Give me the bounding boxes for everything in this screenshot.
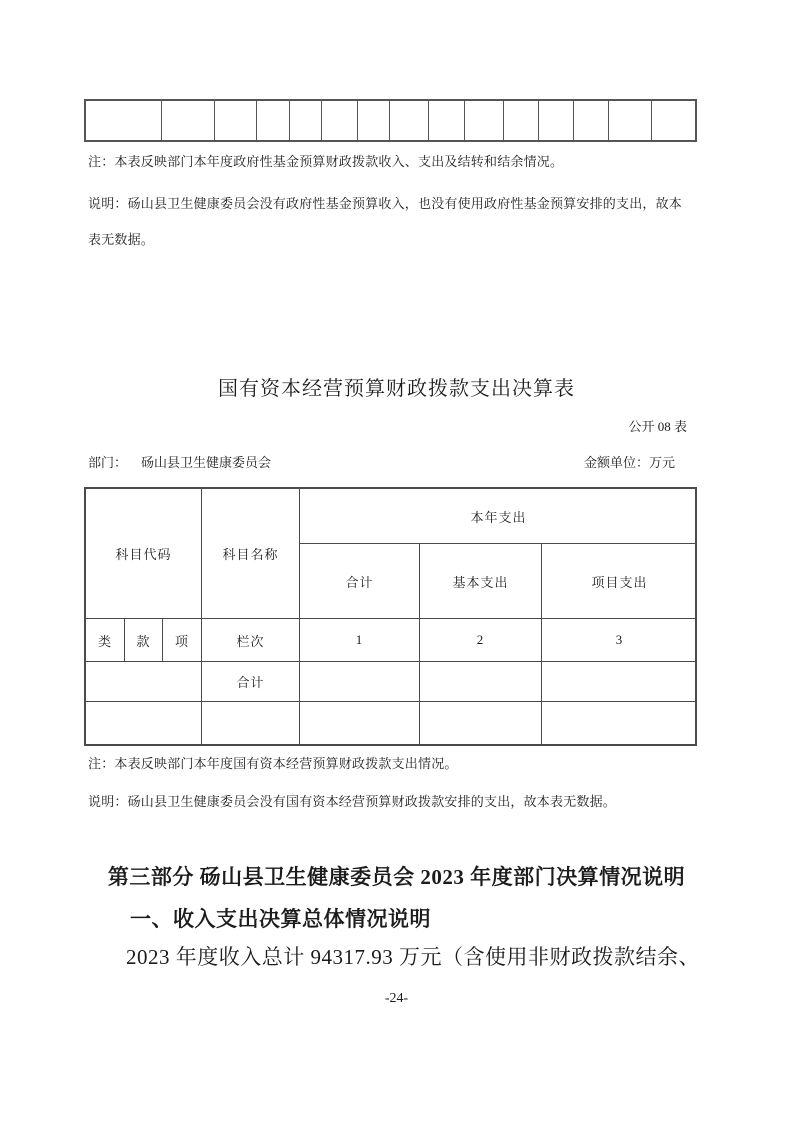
report-title: 国有资本经营预算财政拨款支出决算表 xyxy=(218,378,575,400)
header-basic-expense: 基本支出 xyxy=(420,544,542,619)
header-column-index: 栏次 xyxy=(202,619,300,662)
column-index-2: 2 xyxy=(420,619,542,662)
department-value: 砀山县卫生健康委员会 xyxy=(141,455,272,470)
continuation-table xyxy=(84,99,697,142)
gov-fund-table-note: 注：本表反映部门本年度政府性基金预算财政拨款收入、支出及结转和结余情况。 xyxy=(88,154,564,169)
column-index-3: 3 xyxy=(542,619,697,662)
page-number: -24- xyxy=(384,991,409,1006)
remark-line-1: 说明：砀山县卫生健康委员会没有政府性基金预算收入，也没有使用政府性基金预算安排的支出，故本 xyxy=(88,196,683,211)
department-cell xyxy=(88,452,271,471)
section-heading: 第三部分 砀山县卫生健康委员会 2023 年度部门决算情况说明 xyxy=(107,865,686,889)
continuation-table-cell xyxy=(652,101,697,140)
continuation-table-cell xyxy=(539,101,574,140)
header-subject-name: 科目名称 xyxy=(202,489,300,619)
header-project-expense: 项目支出 xyxy=(542,544,697,619)
continuation-table-cell xyxy=(322,101,358,140)
continuation-table-cell xyxy=(574,101,609,140)
continuation-table-cell xyxy=(257,101,290,140)
continuation-table-cell xyxy=(162,101,215,140)
department-label: 部门： xyxy=(88,455,128,470)
continuation-table-cell xyxy=(609,101,652,140)
continuation-table-cell xyxy=(465,101,504,140)
amount-unit-label: 金额单位：万元 xyxy=(583,455,675,470)
row-total-total-cell xyxy=(300,662,420,702)
budget-table-remark: 说明：砀山县卫生健康委员会没有国有资本经营预算财政拨款安排的支出，故本表无数据。 xyxy=(88,794,617,809)
header-item: 项 xyxy=(163,619,202,662)
continuation-table-cell xyxy=(504,101,539,140)
department-row xyxy=(88,452,675,471)
row-total-project-cell xyxy=(542,662,697,702)
continuation-table-cell xyxy=(290,101,322,140)
header-total: 合计 xyxy=(300,544,420,619)
continuation-table-cell xyxy=(86,101,162,140)
budget-table xyxy=(84,487,697,746)
continuation-table-cell xyxy=(429,101,465,140)
empty-row-name-cell xyxy=(202,702,300,744)
header-subject-code: 科目代码 xyxy=(86,489,202,619)
row-total-basic-cell xyxy=(420,662,542,702)
header-section: 款 xyxy=(125,619,163,662)
continuation-table-cell xyxy=(358,101,390,140)
budget-table-note: 注：本表反映部门本年度国有资本经营预算财政拨款支出情况。 xyxy=(88,756,458,771)
table-code-label: 公开 08 表 xyxy=(628,419,687,434)
empty-row-basic-cell xyxy=(420,702,542,744)
row-total-code-cell xyxy=(86,662,202,702)
header-current-year-expense: 本年支出 xyxy=(300,489,697,544)
section-body-line: 2023 年度收入总计 94317.93 万元（含使用非财政拨款结余、 xyxy=(126,945,700,969)
column-index-1: 1 xyxy=(300,619,420,662)
empty-row-code-cell xyxy=(86,702,202,744)
header-class: 类 xyxy=(86,619,125,662)
empty-row-total-cell xyxy=(300,702,420,744)
remark-line-2: 表无数据。 xyxy=(88,232,155,247)
continuation-table-cell xyxy=(390,101,429,140)
row-total-name-cell: 合计 xyxy=(202,662,300,702)
empty-row-project-cell xyxy=(542,702,697,744)
gov-fund-table-remark xyxy=(88,186,682,258)
continuation-table-cell xyxy=(215,101,257,140)
section-subheading: 一、收入支出决算总体情况说明 xyxy=(130,907,431,931)
